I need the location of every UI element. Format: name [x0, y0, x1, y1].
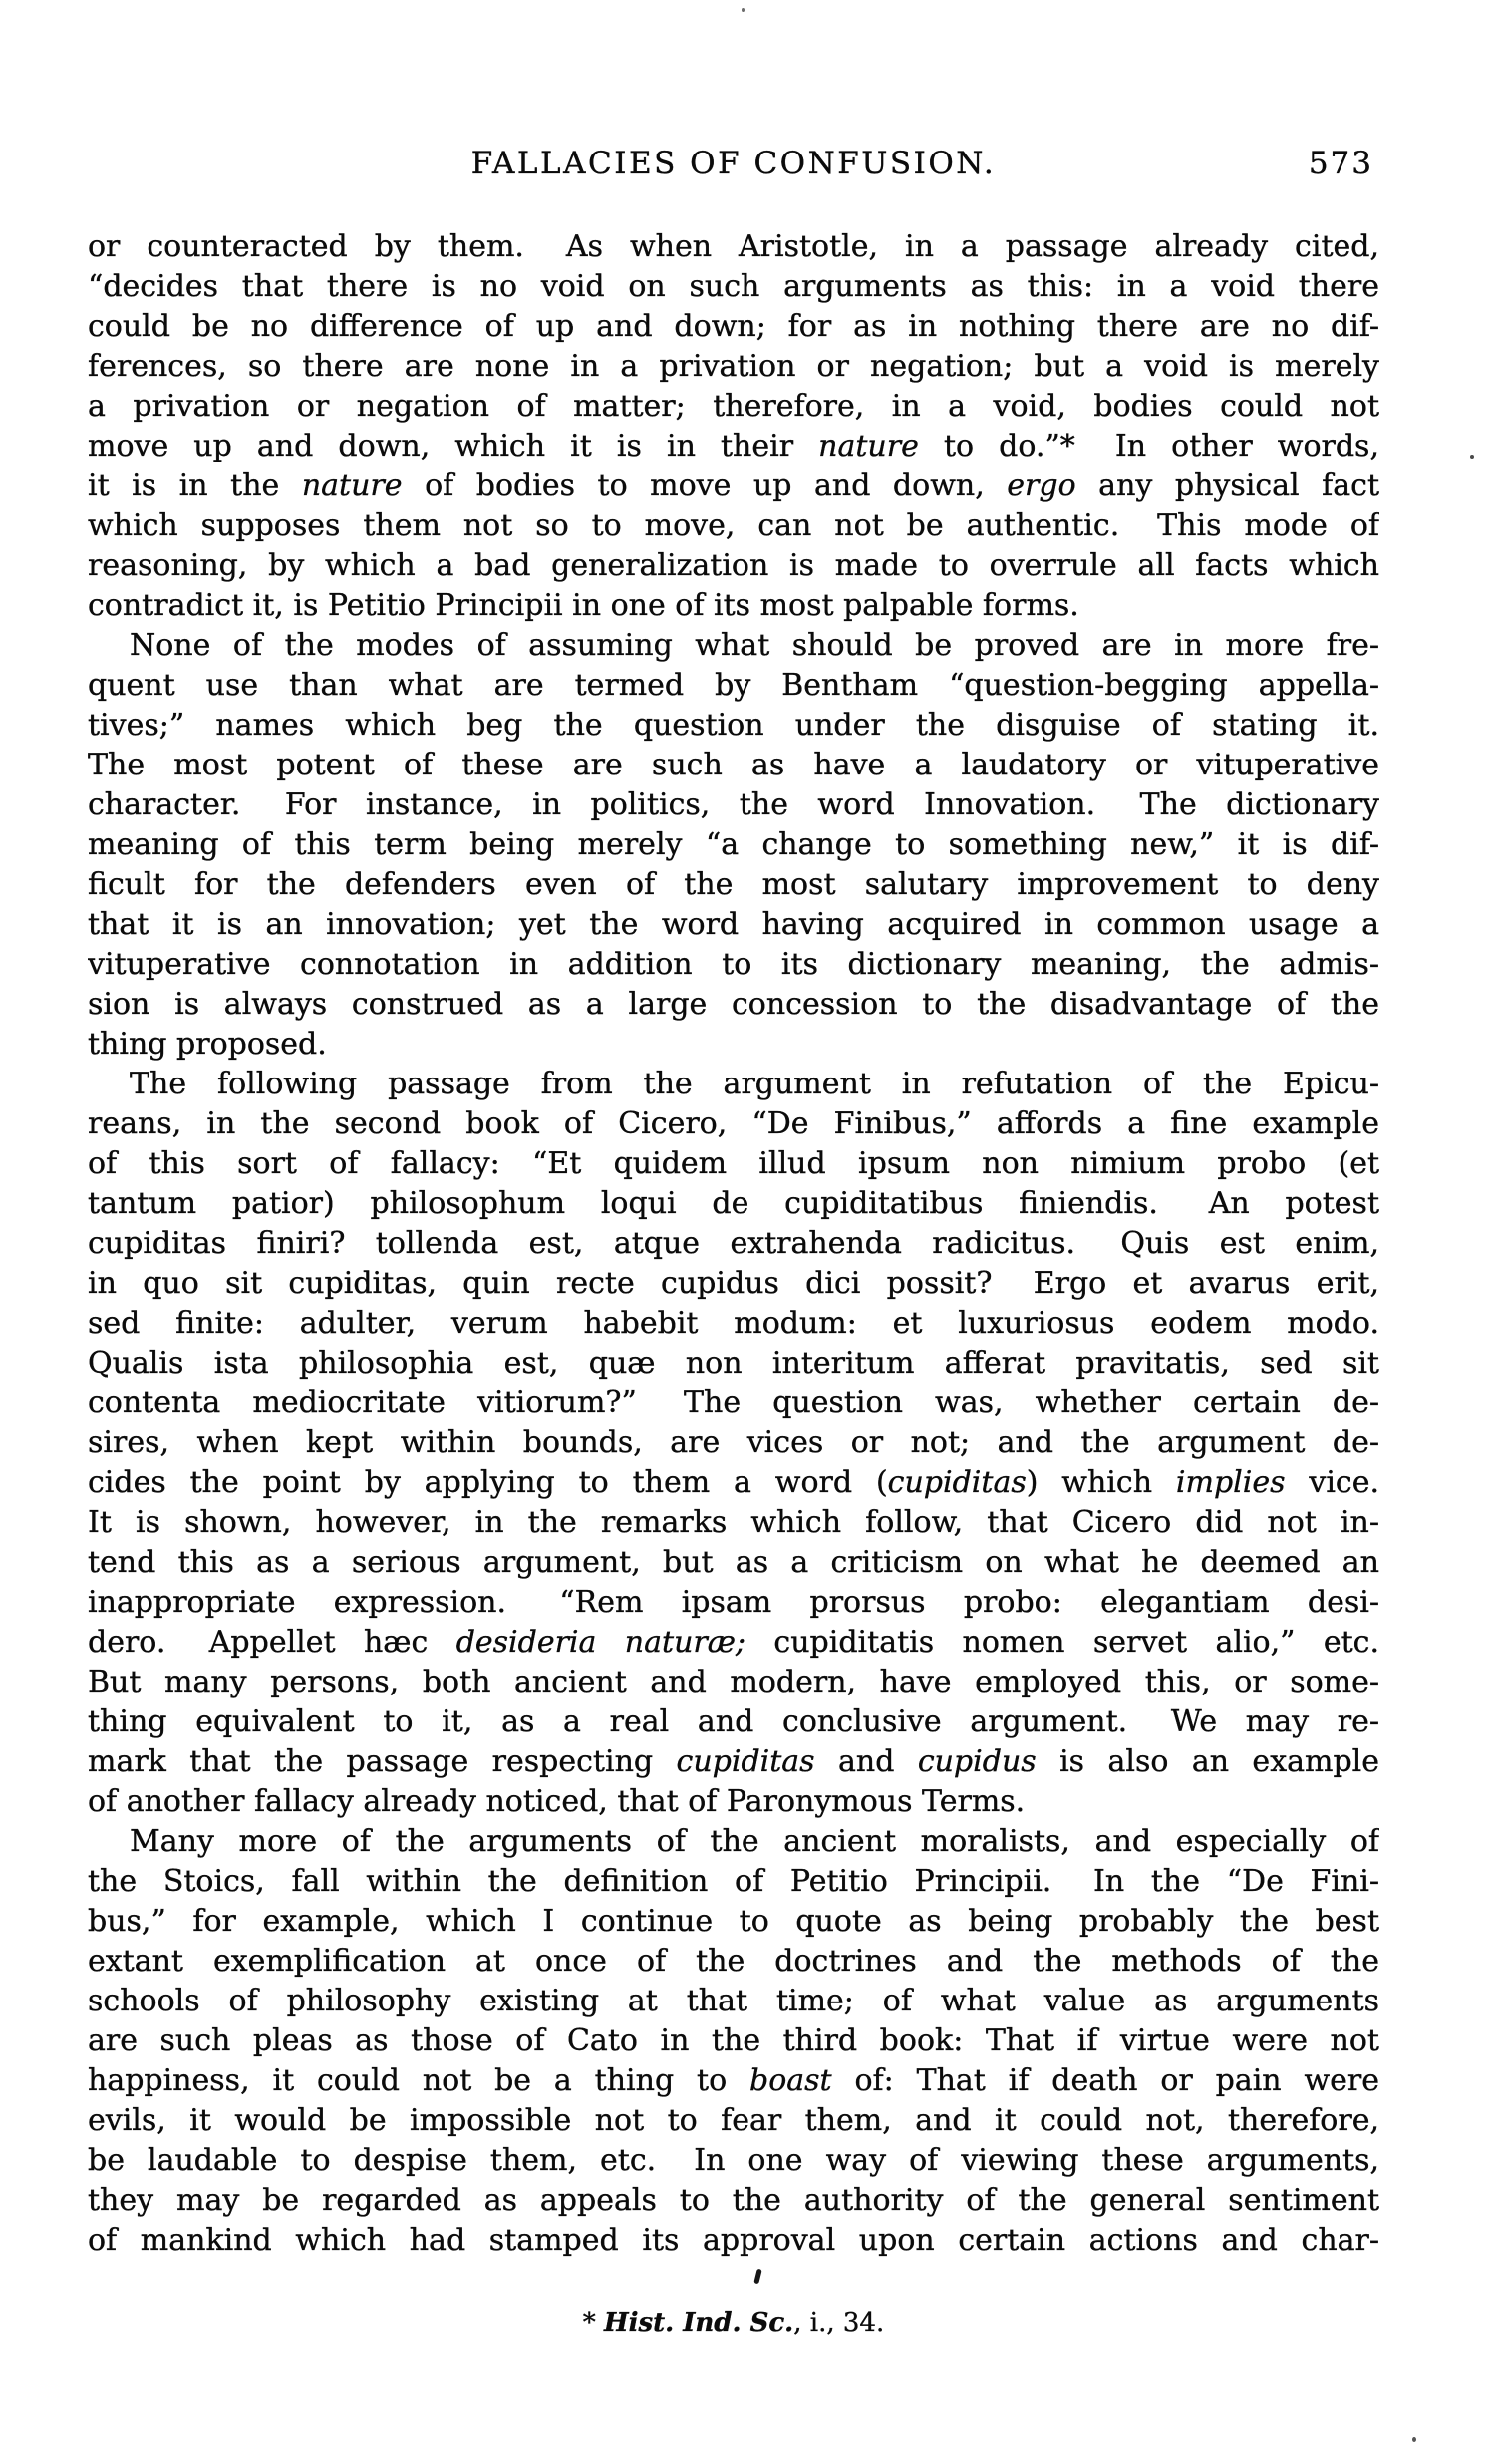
- text-line: None of the modes of assuming what should be proved are in more fre-: [130, 628, 1379, 663]
- styled-run: ergo: [1007, 468, 1076, 503]
- running-head: FALLACIES OF CONFUSION.: [470, 146, 997, 181]
- text-line: But many persons, both ancient and modern, have employed this, or some-: [88, 1665, 1379, 1699]
- scan-artifact-dot: [1470, 455, 1474, 459]
- text-line: be laudable to despise them, etc. In one way of viewing these arguments,: [88, 2143, 1379, 2178]
- text-line: of another fallacy already noticed, that of Paronymous Terms.: [88, 1784, 1026, 1819]
- text-line: sed finite: adulter, verum habebit modum: et luxuriosus eodem modo.: [88, 1306, 1379, 1341]
- footnote: * Hist. Ind. Sc., i., 34.: [582, 2309, 885, 2338]
- text-line: reans, in the second book of Cicero, “De Finibus,” affords a fine example: [88, 1106, 1379, 1141]
- text-line: tantum patior) philosophum loqui de cupiditatibus finiendis. An potest: [88, 1186, 1379, 1221]
- text-line: inappropriate expression. “Rem ipsam prorsus probo: elegantiam desi-: [88, 1585, 1379, 1620]
- text-line: cupiditas finiri? tollenda est, atque extrahenda radicitus. Quis est enim,: [88, 1226, 1379, 1261]
- text-line: meaning of this term being merely “a change to something new,” it is dif-: [88, 827, 1379, 862]
- text-line: that it is an innovation; yet the word having acquired in common usage a: [88, 907, 1379, 942]
- text-line: quent use than what are termed by Bentham “question-begging appella-: [88, 668, 1379, 703]
- text-line: a privation or negation of matter; therefore, in a void, bodies could not: [88, 389, 1379, 424]
- text-line: bus,” for example, which I continue to quote as being probably the best: [88, 1904, 1379, 1939]
- text-line: sion is always construed as a large concession to the disadvantage of the: [88, 987, 1379, 1022]
- scan-artifact-dot: [1412, 2437, 1416, 2442]
- styled-run: desideria naturæ;: [455, 1625, 746, 1660]
- text-line: mark that the passage respecting cupiditas and cupidus is also an example: [88, 1744, 1379, 1779]
- text-line: It is shown, however, in the remarks which follow, that Cicero did not in-: [88, 1505, 1379, 1540]
- text-line: thing proposed.: [88, 1027, 327, 1062]
- text-line: tend this as a serious argument, but as a criticism on what he deemed an: [88, 1545, 1379, 1580]
- text-line: sires, when kept within bounds, are vices or not; and the argument de-: [88, 1425, 1379, 1460]
- text-line: which supposes them not so to move, can not be authentic. This mode of: [88, 508, 1379, 543]
- text-line: happiness, it could not be a thing to boast of: That if death or pain were: [88, 2063, 1379, 2098]
- text-line: thing equivalent to it, as a real and conclusive argument. We may re-: [88, 1704, 1379, 1739]
- text-line: of this sort of fallacy: “Et quidem illud ipsum non nimium probo (et: [88, 1146, 1379, 1181]
- text-line: they may be regarded as appeals to the authority of the general sentiment: [88, 2183, 1379, 2218]
- page-number: 573: [1308, 146, 1373, 181]
- styled-run: nature: [818, 429, 919, 463]
- text-line: ferences, so there are none in a privation or negation; but a void is merely: [88, 349, 1379, 384]
- text-line: The most potent of these are such as have a laudatory or vituperative: [88, 748, 1379, 782]
- page-header: [88, 146, 1379, 187]
- text-line: are such pleas as those of Cato in the third book: That if virtue were not: [88, 2023, 1379, 2058]
- text-line: Many more of the arguments of the ancient moralists, and especially of: [130, 1824, 1379, 1859]
- styled-run: Hist. Ind. Sc.: [604, 2309, 794, 2338]
- text-line: ficult for the defenders even of the most salutary improvement to deny: [88, 867, 1379, 902]
- text-line: The following passage from the argument in refutation of the Epicu-: [130, 1067, 1379, 1101]
- text-line: vituperative connotation in addition to its dictionary meaning, the admis-: [88, 947, 1379, 982]
- text-line: of mankind which had stamped its approval upon certain actions and char-: [88, 2223, 1379, 2258]
- text-line: schools of philosophy existing at that time; of what value as arguments: [88, 1984, 1379, 2018]
- text-line: could be no difference of up and down; for as in nothing there are no dif-: [88, 309, 1379, 344]
- text-line: it is in the nature of bodies to move up and down, ergo any physical fact: [88, 468, 1379, 503]
- scan-artifact-mark: [753, 2269, 761, 2285]
- text-line: or counteracted by them. As when Aristotle, in a passage already cited,: [88, 229, 1379, 264]
- text-line: reasoning, by which a bad generalization is made to overrule all facts which: [88, 548, 1379, 583]
- text-line: contradict it, is Petitio Principii in one of its most palpable forms.: [88, 588, 1079, 623]
- body-text: [88, 227, 1379, 2261]
- text-line: the Stoics, fall within the definition of Petitio Principii. In the “De Fini-: [88, 1864, 1379, 1899]
- text-line: dero. Appellet hæc desideria naturæ; cupiditatis nomen servet alio,” etc.: [88, 1625, 1379, 1660]
- text-line: cides the point by applying to them a word (cupiditas) which implies vice.: [88, 1465, 1379, 1500]
- text-line: extant exemplification at once of the doctrines and the methods of the: [88, 1944, 1379, 1979]
- scan-artifact-dot: [742, 8, 745, 12]
- text-line: in quo sit cupiditas, quin recte cupidus dici possit? Ergo et avarus erit,: [88, 1266, 1379, 1301]
- text-line: “decides that there is no void on such arguments as this: in a void there: [88, 269, 1379, 304]
- text-line: Qualis ista philosophia est, quæ non interitum afferat pravitatis, sed sit: [88, 1346, 1379, 1381]
- text-line: character. For instance, in politics, the word Innovation. The dictionary: [88, 787, 1379, 822]
- text-line: move up and down, which it is in their nature to do.”* In other words,: [88, 429, 1379, 463]
- styled-run: cupiditas: [676, 1744, 815, 1779]
- styled-run: implies: [1175, 1465, 1286, 1500]
- text-line: tives;” names which beg the question under the disguise of stating it.: [88, 708, 1379, 743]
- text-line: contenta mediocritate vitiorum?” The question was, whether certain de-: [88, 1386, 1379, 1420]
- text-line: evils, it would be impossible not to fear them, and it could not, therefore,: [88, 2103, 1379, 2138]
- styled-run: boast: [749, 2063, 832, 2098]
- styled-run: cupidus: [917, 1744, 1037, 1779]
- styled-run: cupiditas: [887, 1465, 1027, 1500]
- styled-run: nature: [301, 468, 403, 503]
